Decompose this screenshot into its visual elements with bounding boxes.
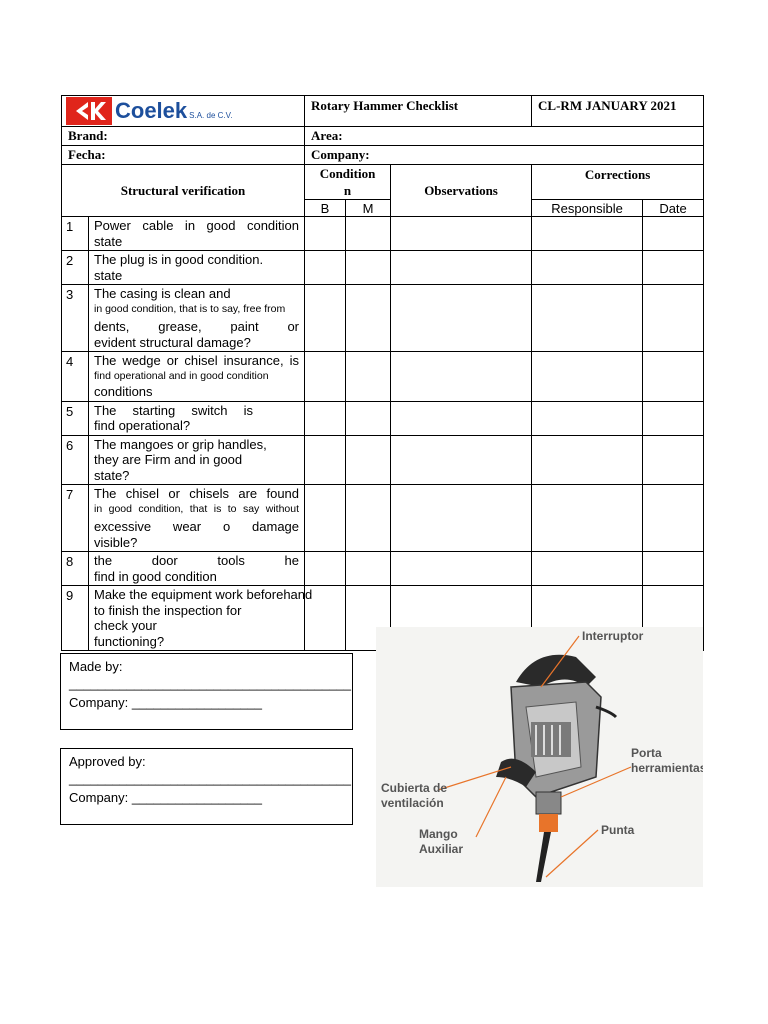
- brand-field[interactable]: Brand:: [62, 127, 305, 146]
- made-by-label: Made by:: [69, 659, 123, 674]
- item-text: The starting switch is find operational?: [89, 401, 305, 435]
- approved-by-signature-line[interactable]: _______________________________________: [69, 771, 351, 786]
- item-number: 9: [62, 586, 89, 651]
- cell-b[interactable]: [305, 401, 346, 435]
- item-number: 2: [62, 251, 89, 285]
- cell-m[interactable]: [346, 552, 391, 586]
- item-text: The wedge or chisel insurance, is find operational and in good condition conditions: [89, 352, 305, 402]
- cell-responsible[interactable]: [532, 251, 643, 285]
- item-number: 6: [62, 435, 89, 485]
- made-by-company[interactable]: Company: __________________: [69, 695, 263, 710]
- label-punta: Punta: [601, 823, 635, 837]
- approved-by-label: Approved by:: [69, 754, 146, 769]
- cell-observations[interactable]: [391, 552, 532, 586]
- table-row: [62, 285, 704, 352]
- cell-m[interactable]: [346, 251, 391, 285]
- cell-b[interactable]: [305, 435, 346, 485]
- cell-m[interactable]: [346, 401, 391, 435]
- cell-b[interactable]: [305, 352, 346, 402]
- item-number: 5: [62, 401, 89, 435]
- cell-responsible[interactable]: [532, 217, 643, 251]
- table-row: [62, 401, 704, 435]
- table-row: [62, 352, 704, 402]
- cell-b[interactable]: [305, 285, 346, 352]
- cell-responsible[interactable]: [532, 435, 643, 485]
- logo-mark-icon: [66, 97, 112, 125]
- item-text: the door tools he find in good condition: [89, 552, 305, 586]
- table-row: [62, 552, 704, 586]
- observations-header: Observations: [391, 165, 532, 217]
- table-row: [62, 485, 704, 552]
- label-ventilacion: ventilación: [381, 796, 444, 810]
- company-field[interactable]: Company:: [305, 146, 704, 165]
- cell-responsible[interactable]: [532, 552, 643, 586]
- document-code: CL-RM JANUARY 2021: [532, 96, 704, 127]
- area-field[interactable]: Area:: [305, 127, 704, 146]
- label-cubierta: Cubierta de: [381, 781, 448, 795]
- cell-date[interactable]: [643, 251, 704, 285]
- item-text: The mangoes or grip handles, they are Firm and in good state?: [89, 435, 305, 485]
- cell-b[interactable]: [305, 552, 346, 586]
- cell-observations[interactable]: [391, 401, 532, 435]
- condition-header: Condition n: [305, 165, 391, 200]
- checklist-table: [61, 95, 704, 651]
- label-auxiliar: Auxiliar: [419, 842, 464, 856]
- item-text: Make the equipment work beforehand to finish the inspection for check your functioning?: [89, 586, 305, 651]
- cell-observations[interactable]: [391, 285, 532, 352]
- item-number: 3: [62, 285, 89, 352]
- cell-b[interactable]: [305, 217, 346, 251]
- cell-responsible[interactable]: [532, 401, 643, 435]
- cell-date[interactable]: [643, 552, 704, 586]
- cell-date[interactable]: [643, 485, 704, 552]
- coelek-logo: [62, 96, 304, 126]
- cell-responsible[interactable]: [532, 352, 643, 402]
- cell-m[interactable]: [346, 485, 391, 552]
- cell-observations[interactable]: [391, 217, 532, 251]
- cell-responsible[interactable]: [532, 485, 643, 552]
- label-porta: Porta: [631, 746, 662, 760]
- date-header: Date: [643, 200, 704, 217]
- condition-m-header: M: [346, 200, 391, 217]
- cell-b[interactable]: [305, 251, 346, 285]
- approved-by-box: [60, 748, 353, 825]
- cell-observations[interactable]: [391, 352, 532, 402]
- item-number: 4: [62, 352, 89, 402]
- item-text: The chisel or chisels are found in good condition, that is to say without excessive wear o damage visible?: [89, 485, 305, 552]
- cell-date[interactable]: [643, 435, 704, 485]
- table-row: [62, 217, 704, 251]
- cell-b[interactable]: [305, 485, 346, 552]
- cell-date[interactable]: [643, 352, 704, 402]
- item-text: The casing is clean and in good condition, that is to say, free from dents, grease, paint or evident structural damage?: [89, 285, 305, 352]
- condition-b-header: B: [305, 200, 346, 217]
- cell-observations[interactable]: [391, 251, 532, 285]
- cell-m[interactable]: [346, 352, 391, 402]
- item-text: Power cable in good condition state: [89, 217, 305, 251]
- cell-m[interactable]: [346, 435, 391, 485]
- rotary-hammer-diagram: [376, 627, 703, 887]
- fecha-field[interactable]: Fecha:: [62, 146, 305, 165]
- label-herramientas: herramientas: [631, 761, 703, 775]
- label-interruptor: Interruptor: [582, 629, 644, 643]
- rotary-hammer-illustration: [376, 627, 703, 887]
- logo-suffix: S.A. de C.V.: [189, 110, 233, 120]
- cell-date[interactable]: [643, 285, 704, 352]
- label-mango: Mango: [419, 827, 458, 841]
- item-number: 1: [62, 217, 89, 251]
- cell-observations[interactable]: [391, 485, 532, 552]
- item-number: 8: [62, 552, 89, 586]
- cell-m[interactable]: [346, 285, 391, 352]
- made-by-box: [60, 653, 353, 730]
- corrections-header: Corrections: [532, 165, 704, 200]
- logo-cell: [62, 96, 305, 127]
- document-title: Rotary Hammer Checklist: [305, 96, 532, 127]
- item-text: The plug is in good condition. state: [89, 251, 305, 285]
- responsible-header: Responsible: [532, 200, 643, 217]
- cell-observations[interactable]: [391, 435, 532, 485]
- cell-date[interactable]: [643, 217, 704, 251]
- table-row: [62, 435, 704, 485]
- table-row: [62, 251, 704, 285]
- made-by-signature-line[interactable]: _______________________________________: [69, 676, 351, 691]
- approved-by-company[interactable]: Company: __________________: [69, 790, 263, 805]
- logo-name: Coelek: [115, 98, 188, 123]
- cell-m[interactable]: [346, 217, 391, 251]
- cell-date[interactable]: [643, 401, 704, 435]
- cell-responsible[interactable]: [532, 285, 643, 352]
- structural-header: Structural verification: [62, 165, 305, 217]
- item-number: 7: [62, 485, 89, 552]
